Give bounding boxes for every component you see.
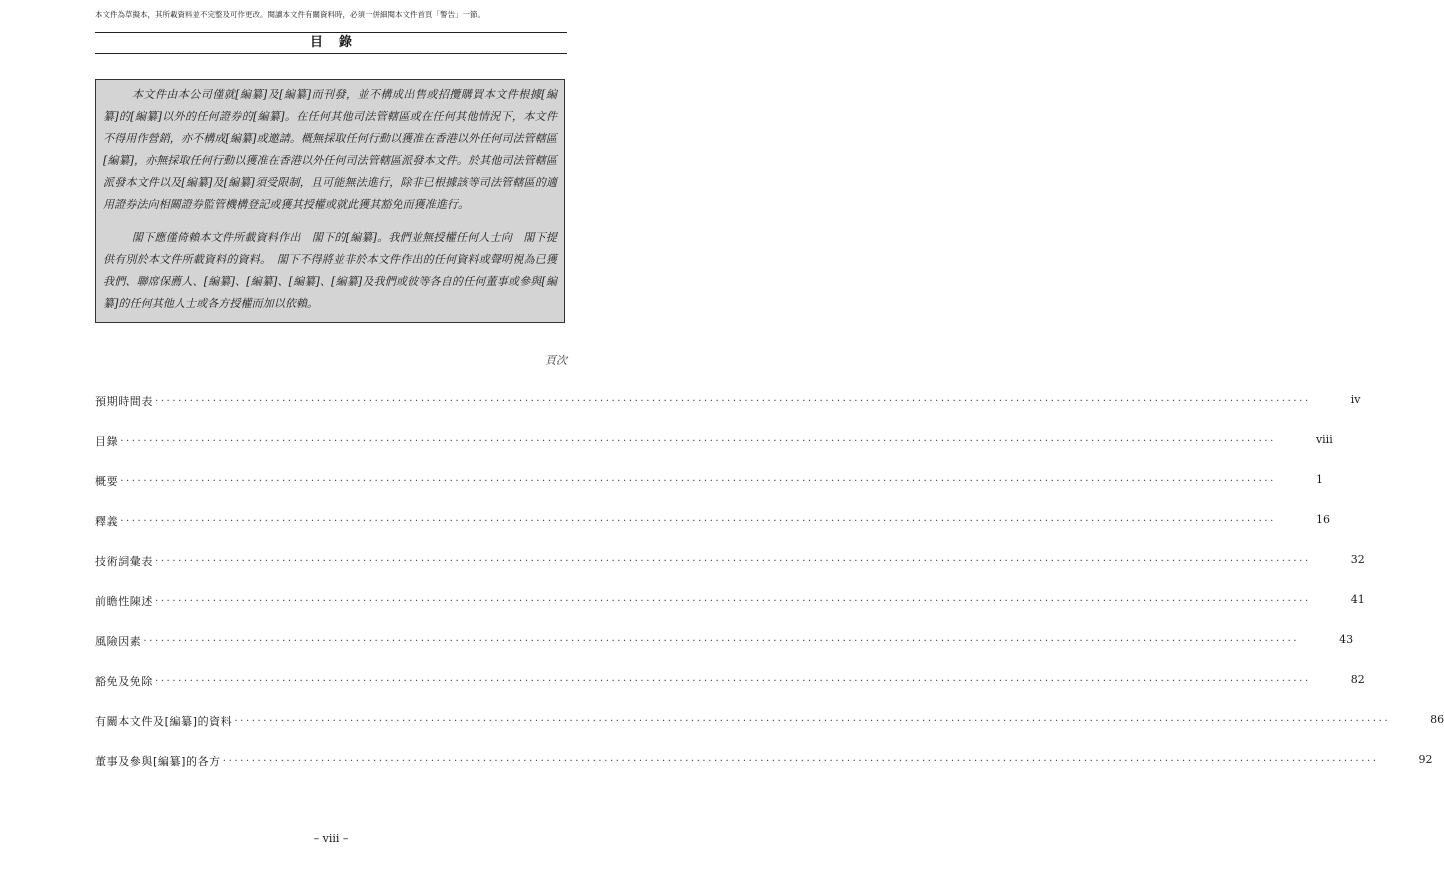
toc-entry-label[interactable]: 風險因素 [95,635,142,648]
toc-entry-timetable[interactable] [95,393,1361,433]
toc-entry-label[interactable]: 釋義 [95,515,119,528]
toc-entry-page: iv [1350,393,1361,406]
toc-entry-label[interactable]: 概要 [95,475,119,488]
toc-leader-dots: ........................................................................................................................................................................................................ [234,713,1391,724]
page-title: 目錄 [309,35,368,50]
page-column-label: 頁次 [545,354,567,367]
page-number-footer: – viii – [313,832,349,845]
toc-entry-directors-parties[interactable] [95,753,1433,793]
toc-leader-dots: ........................................................................................................................................................................................................ [155,673,1311,684]
title-block [95,32,567,54]
toc-entry-page: 32 [1350,553,1365,566]
toc-entry-label[interactable]: 有關本文件及[編纂]的資料 [95,715,233,728]
table-of-contents [95,393,1444,793]
disclaimer-paragraph-1: 本文件由本公司僅就[編纂]及[編纂]而刊發，並不構成出售或招攬購買本文件根據[編纂]的[編纂]以外的任何證券的[編纂]。在任何其他司法管轄區或在任何其他情況下，本文件不得用作營銷，亦不構成[編纂]或邀請。概無採取任何行動以獲准在香港以外任何司法管轄區[編纂]，亦無採取任何行動以獲准在香港以外任何司法管轄區派發本文件。於其他司法管轄區派發本文件以及[編纂]及[編纂]須受限制，且可能無法進行，除非已根據該等司法管轄區的適用證券法向相關證券監管機構登記或獲其授權或就此獲其豁免而獲准進行。 [103,88,557,211]
toc-entry-document-info[interactable] [95,713,1444,753]
toc-entry-page: 1 [1315,473,1323,486]
toc-leader-dots: ........................................................................................................................................................................................................ [155,593,1311,604]
toc-entry-forward-looking[interactable] [95,593,1365,633]
toc-entry-page: 92 [1418,753,1433,766]
toc-entry-label[interactable]: 目錄 [95,435,119,448]
toc-entry-page: 16 [1315,513,1330,526]
toc-entry-glossary[interactable] [95,553,1365,593]
toc-entry-contents[interactable] [95,433,1333,473]
toc-entry-page: 43 [1339,633,1354,646]
toc-entry-page: 86 [1430,713,1444,726]
toc-entry-page: 41 [1350,593,1365,606]
toc-leader-dots: ........................................................................................................................................................................................................ [120,433,1276,444]
disclaimer-paragraph-2: 閣下應僅倚賴本文件所載資料作出 閣下的[編纂]。我們並無授權任何人士向 閣下提供有別於本文件所載資料的資料。 閣下不得將並非於本文件作出的任何資料或聲明視為已獲我們、聯席保薦人、[編纂]、[編纂]、[編纂]、[編纂]及我們或彼等各自的任何董事或參與[編纂]的任何其他人士或各方授權而加以依賴。 [103,231,557,311]
toc-leader-dots: ........................................................................................................................................................................................................ [120,473,1276,484]
toc-entry-label[interactable]: 技術詞彙表 [95,555,153,568]
toc-entry-label[interactable]: 前瞻性陳述 [95,595,153,608]
disclaimer-box [95,79,565,323]
toc-entry-page: 82 [1350,673,1365,686]
draft-notice-header: 本文件為草擬本，其所載資料並不完整及可作更改。閱讀本文件有關資料時，必須一併細閱本文件首頁「警告」一節。 [95,10,485,19]
toc-entry-risk-factors[interactable] [95,633,1354,673]
toc-leader-dots: ........................................................................................................................................................................................................ [222,753,1379,764]
toc-entry-label[interactable]: 董事及參與[編纂]的各方 [95,755,221,768]
toc-entry-definitions[interactable] [95,513,1330,553]
toc-entry-summary[interactable] [95,473,1323,513]
toc-leader-dots: ........................................................................................................................................................................................................ [155,553,1311,564]
toc-entry-waivers[interactable] [95,673,1365,713]
toc-entry-label[interactable]: 預期時間表 [95,395,153,408]
toc-leader-dots: ........................................................................................................................................................................................................ [143,633,1300,644]
toc-leader-dots: ........................................................................................................................................................................................................ [120,513,1276,524]
toc-leader-dots: ........................................................................................................................................................................................................ [155,393,1311,404]
toc-entry-page: viii [1315,433,1333,446]
toc-entry-label[interactable]: 豁免及免除 [95,675,153,688]
